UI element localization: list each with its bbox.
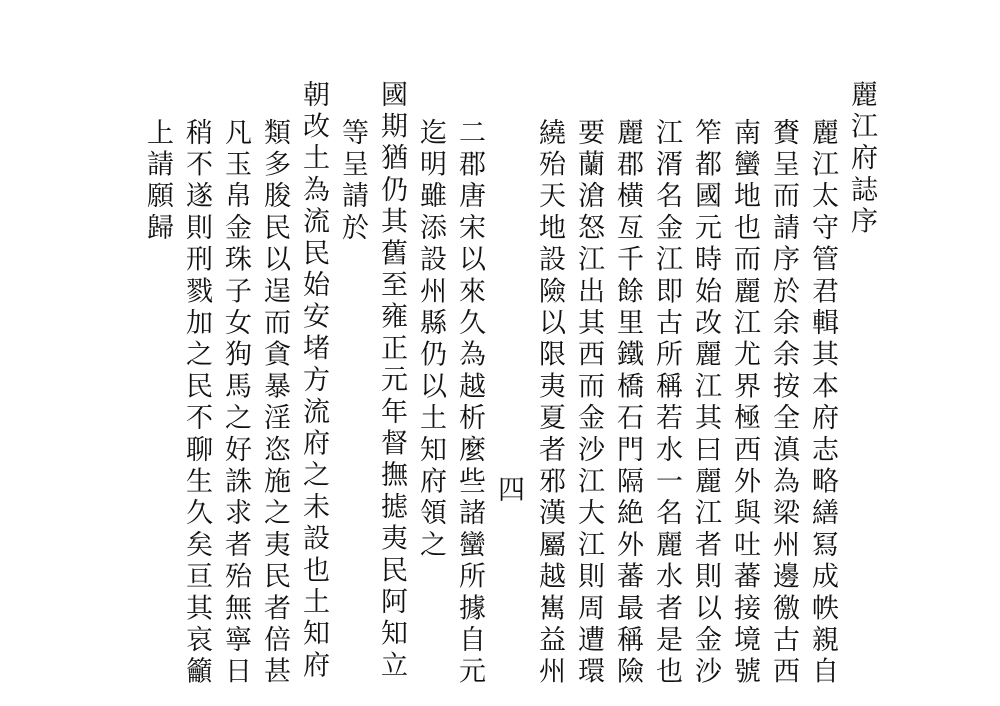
text-column: 類多朘民以逞而貪暴淫恣施之夷民者倍甚 xyxy=(259,118,290,689)
text-column: 麗江太守管君輯其本府志略繕冩成帙親自 xyxy=(807,118,838,689)
text-column-elevated: 上請願歸 xyxy=(142,118,173,245)
text-column: 凡玉帛金珠子女狗馬之好誅求者殆無寧日 xyxy=(220,118,251,689)
text-column: 二郡唐宋以來久為越析麼些諸蠻所據自元 xyxy=(454,118,485,689)
text-column: 繞殆天地設險以限夷夏者邪漢屬越嶲益州 xyxy=(534,118,565,689)
text-column: 要蘭滄怒江出其西而金沙江大江則周遭環 xyxy=(573,118,604,689)
text-column: 等呈請於 xyxy=(337,118,368,245)
text-column: 笮都國元時始改麗江其曰麗江者則以金沙 xyxy=(690,118,721,689)
text-column: 南蠻地也而麗江尤界極西外與吐蕃接境號 xyxy=(729,118,760,689)
text-column: 迄明雖添設州縣仍以土知府領之 xyxy=(415,118,446,562)
text-column: 麗郡横亙千餘里鐵橋石門隔絶外蕃最稱險 xyxy=(612,118,643,689)
text-column: 賚呈而請序於余余按全滇為梁州邊徼古西 xyxy=(768,118,799,689)
text-column: 稍不遂則刑戮加之民不聊生久矣亘其哀籲 xyxy=(181,118,212,689)
page-number: 四 xyxy=(493,475,524,507)
text-column: 江湑名金江即古所稱若水一名麗水者是也 xyxy=(651,118,682,689)
text-column-elevated: 國期猶仍其舊至雍正元年督撫摅夷民阿知立 xyxy=(376,80,407,683)
text-column-title: 麗江府誌序 xyxy=(846,80,877,239)
text-column-elevated: 朝改土為流民始安堵方流府之未設也土知府 xyxy=(298,80,329,683)
